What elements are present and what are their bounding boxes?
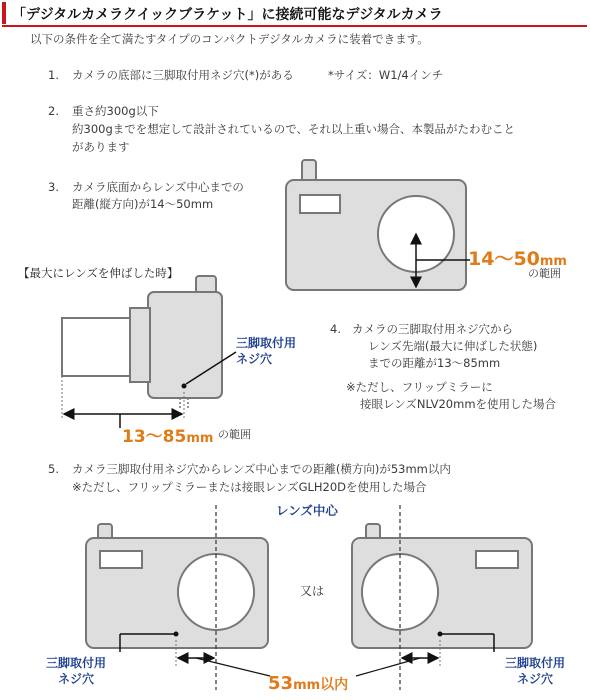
item-5-line2: ※ただし、フリップミラーまたは接眼レンズGLH20Dを使用した場合 xyxy=(72,480,427,494)
item-4-note1: ※ただし、フリップミラーに xyxy=(346,380,493,394)
item-4-line3: までの距離が13～85mm xyxy=(368,356,501,370)
item-4-note2: 接眼レンズNLV20mmを使用した場合 xyxy=(360,397,557,411)
range-14-50-suffix: の範囲 xyxy=(528,267,561,280)
item-4-number: 4. xyxy=(330,322,341,336)
item-3-line2: 距離(縦方向)が14～50mm xyxy=(72,197,214,211)
title-text: 「デジタルカメラクイックブラケット」に接続可能なデジタルカメラ xyxy=(12,7,443,23)
lens-center-label: レンズ中心 xyxy=(276,503,338,518)
camera-front-diagram xyxy=(286,160,470,290)
range-13-85-suffix: の範囲 xyxy=(218,428,251,441)
item-4-line2: レンズ先端(最大に伸ばした状態) xyxy=(368,339,538,353)
bottom-53mm-label: 53mm以内 xyxy=(268,673,349,694)
item-3-number: 3. xyxy=(48,180,59,194)
item-2-line1: 重さ約300g以下 xyxy=(72,104,159,118)
item-5-number: 5. xyxy=(48,462,59,476)
intro-text: 以下の条件を全て満たすタイプのコンパクトデジタルカメラに装着できます。 xyxy=(30,32,429,46)
range-14-50-label: 14～50mm xyxy=(468,248,567,270)
range-13-85-label: 13～85mm xyxy=(122,427,214,447)
tripod-hole-left-label-2: ネジ穴 xyxy=(58,672,95,686)
item-3-line1: カメラ底面からレンズ中心までの xyxy=(72,180,244,194)
or-label: 又は xyxy=(300,584,325,598)
item-1-note: *サイズ：W1/4インチ xyxy=(328,68,444,82)
tripod-hole-label-1: 三脚取付用 xyxy=(236,336,297,350)
item-4-line1: カメラの三脚取付用ネジ穴から xyxy=(352,322,513,336)
extended-lens-caption: 【最大にレンズを伸ばした時】 xyxy=(18,266,179,280)
tripod-hole-left-label-1: 三脚取付用 xyxy=(46,656,107,670)
bottom-connector-left xyxy=(196,658,270,676)
camera-bottom-left-diagram xyxy=(86,505,268,690)
item-2-line3: があります xyxy=(72,140,130,154)
bottom-connector-right xyxy=(356,658,420,676)
item-5-line1: カメラ三脚取付用ネジ穴からレンズ中心までの距離(横方向)が53mm以内 xyxy=(72,462,451,476)
tripod-hole-right-label-1: 三脚取付用 xyxy=(505,656,566,670)
item-1-number: 1. xyxy=(48,68,59,82)
item-2-number: 2. xyxy=(48,104,59,118)
tripod-hole-right-label-2: ネジ穴 xyxy=(517,672,554,686)
tripod-hole-label-2: ネジ穴 xyxy=(236,352,273,366)
item-2-line2: 約300gまでを想定して設計されているので、それ以上重い場合、本製品がたわむこと xyxy=(72,122,516,136)
camera-side-diagram xyxy=(62,276,236,428)
item-1-text: カメラの底部に三脚取付用ネジ穴(*)がある xyxy=(72,68,294,82)
